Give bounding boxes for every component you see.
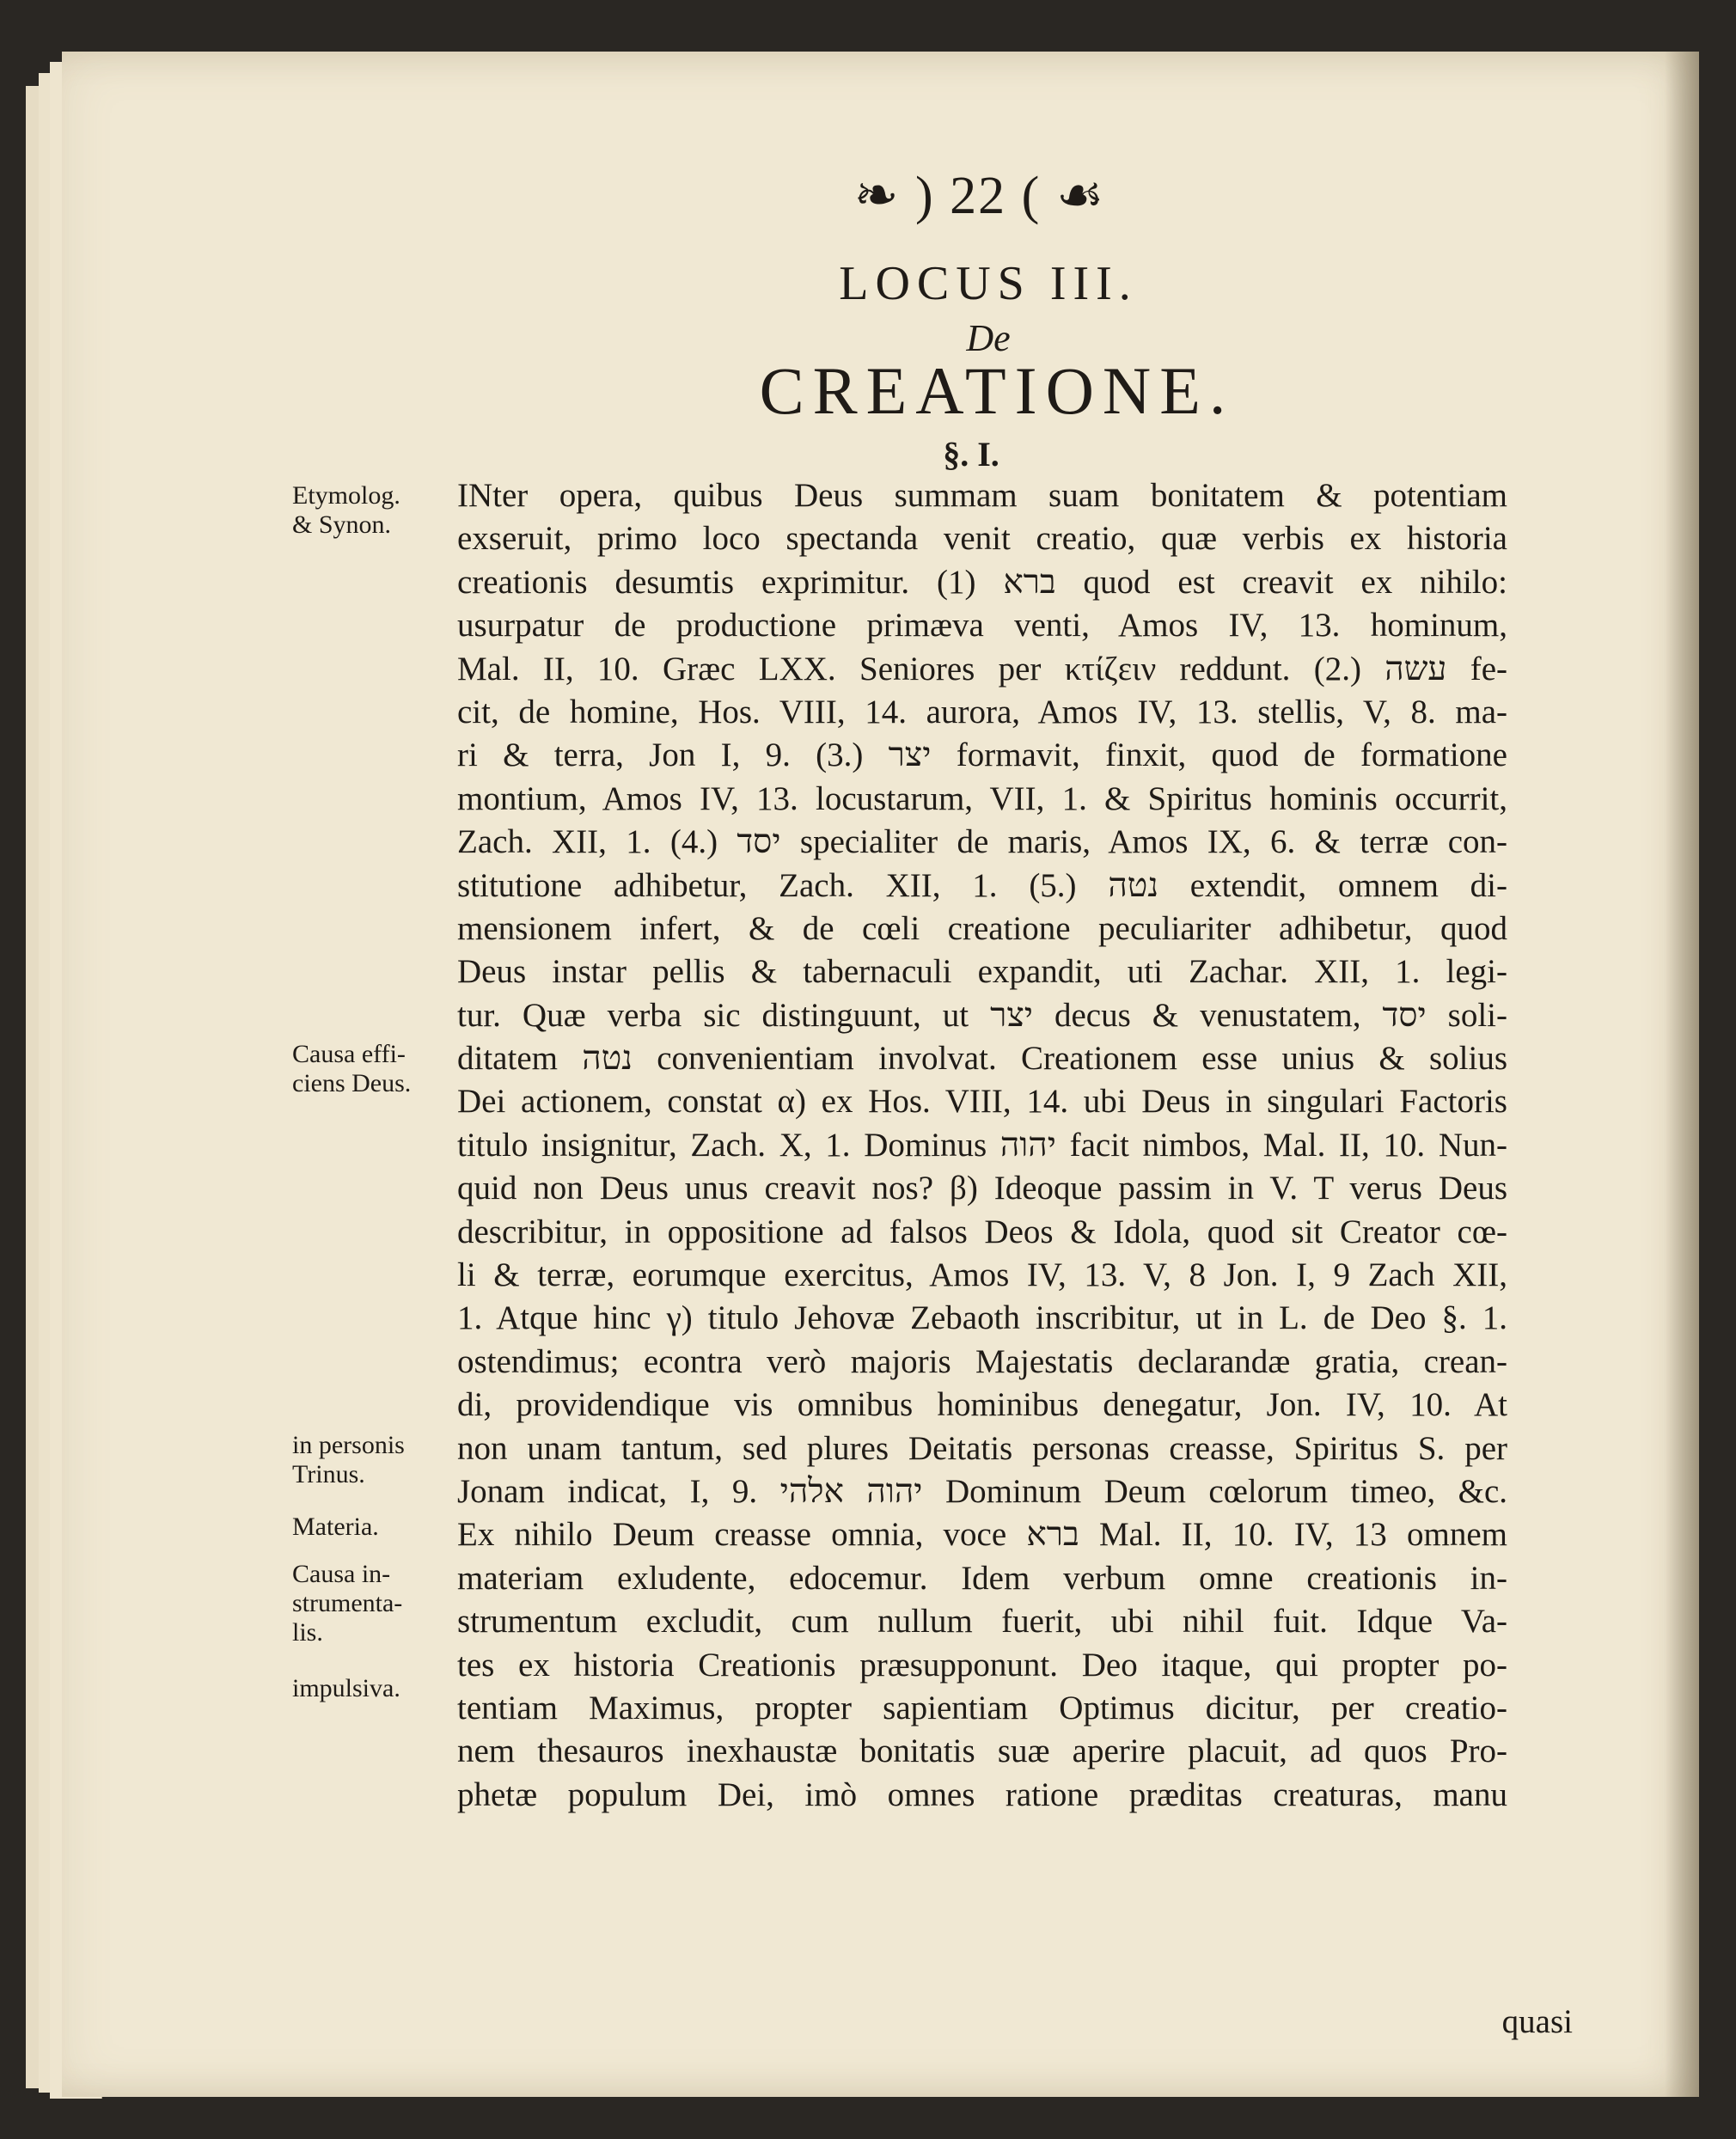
text-line: non unam tantum, sed plures Deitatis personas creasse, Spiritus S. per: [457, 1429, 1507, 1467]
text-line: strumentum excludit, cum nullum fuerit, ubi nihil fuit. Idque Va-: [457, 1603, 1507, 1641]
text-line: exseruit, primo loco spectanda venit creatio, quæ verbis ex historia: [457, 520, 1507, 558]
text-line: materiam exludente, edocemur. Idem verbum omne creationis in-: [457, 1559, 1507, 1597]
text-line: montium, Amos IV, 13. locustarum, VII, 1. & Spiritus hominis occurrit,: [457, 779, 1507, 817]
text-line: tentiam Maximus, propter sapientiam Optimus dicitur, per creatio-: [457, 1689, 1507, 1726]
text-line: Mal. II, 10. Græc LXX. Seniores per κτίζειν reddunt. (2.) עשה fe-: [457, 650, 1507, 688]
text-line: di, providendique vis omnibus hominibus denegatur, Jon. IV, 10. At: [457, 1386, 1507, 1424]
body-text: [457, 474, 1507, 1817]
text-line: Jonam indicat, I, 9. יהוה אלהי Dominum Deum cœlorum timeo, &c.: [457, 1472, 1507, 1510]
locus-title: LOCUS III.: [839, 257, 1138, 310]
text-line: 1. Atque hinc γ) titulo Jehovæ Zebaoth inscribitur, ut in L. de Deo §. 1.: [457, 1299, 1507, 1337]
catchword: quasi: [1501, 2003, 1573, 2040]
text-line: stitutione adhibetur, Zach. XII, 1. (5.) נטה extendit, omnem di-: [457, 866, 1507, 904]
text-line: tur. Quæ verba sic distinguunt, ut יצר decus & venustatem, יסד soli-: [457, 996, 1507, 1034]
text-line: usurpatur de productione primæva venti, Amos IV, 13. hominum,: [457, 607, 1507, 645]
page-gutter-shadow: [1665, 52, 1699, 2097]
text-line: Zach. XII, 1. (4.) יסד specialiter de maris, Amos IX, 6. & terræ con-: [457, 823, 1507, 861]
margin-note-instrumental-cause: Causa in- strumenta- lis.: [292, 1560, 403, 1647]
text-line: Dei actionem, constat α) ex Hos. VIII, 14. ubi Deus in singulari Factoris: [457, 1083, 1507, 1121]
text-line: INter opera, quibus Deus summam suam bonitatem & potentiam: [457, 477, 1507, 514]
text-line: phetæ populum Dei, imò omnes ratione præditas creaturas, manu: [457, 1775, 1507, 1813]
text-line: ostendimus; econtra verò majoris Majestatis declarandæ gratia, crean-: [457, 1342, 1507, 1380]
de-title: De: [966, 317, 1011, 359]
margin-note-impulsive-cause: impulsiva.: [292, 1674, 400, 1702]
text-line: nem thesauros inexhaustæ bonitatis suæ aperire placuit, ad quos Pro-: [457, 1733, 1507, 1770]
chapter-title: CREATIONE.: [759, 353, 1235, 428]
text-line: describitur, in oppositione ad falsos Deos & Idola, quod sit Creator cœ-: [457, 1213, 1507, 1250]
margin-note-persons: in personis Trinus.: [292, 1431, 405, 1488]
running-head: ❧ ) 22 ( ☙: [853, 167, 1106, 225]
text-line: creationis desumtis exprimitur. (1) ברא quod est creavit ex nihilo:: [457, 563, 1507, 601]
text-line: mensionem infert, & de cœli creatione peculiariter adhibetur, quod: [457, 909, 1507, 947]
text-line: cit, de homine, Hos. VIII, 14. aurora, Amos IV, 13. stellis, V, 8. ma-: [457, 693, 1507, 730]
text-line: Ex nihilo Deum creasse omnia, voce ברא Mal. II, 10. IV, 13 omnem: [457, 1516, 1507, 1554]
text-line: ditatem נטה convenientiam involvat. Creationem esse unius & solius: [457, 1040, 1507, 1078]
margin-note-efficient-cause: Causa effi- ciens Deus.: [292, 1040, 412, 1097]
text-line: titulo insignitur, Zach. X, 1. Dominus יהוה facit nimbos, Mal. II, 10. Nun-: [457, 1126, 1507, 1164]
text-line: quid non Deus unus creavit nos? β) Ideoque passim in V. T verus Deus: [457, 1170, 1507, 1207]
margin-note-etymology: Etymolog. & Synon.: [292, 481, 400, 539]
section-number: §. I.: [943, 435, 999, 474]
text-line: ri & terra, Jon I, 9. (3.) יצר formavit, finxit, quod de formatione: [457, 736, 1507, 774]
text-line: Deus instar pellis & tabernaculi expandit, uti Zachar. XII, 1. legi-: [457, 953, 1507, 991]
text-line: li & terræ, eorumque exercitus, Amos IV, 13. V, 8 Jon. I, 9 Zach XII,: [457, 1256, 1507, 1294]
text-line: tes ex historia Creationis præsupponunt. Deo itaque, qui propter po-: [457, 1646, 1507, 1684]
margin-note-matter: Materia.: [292, 1513, 379, 1541]
